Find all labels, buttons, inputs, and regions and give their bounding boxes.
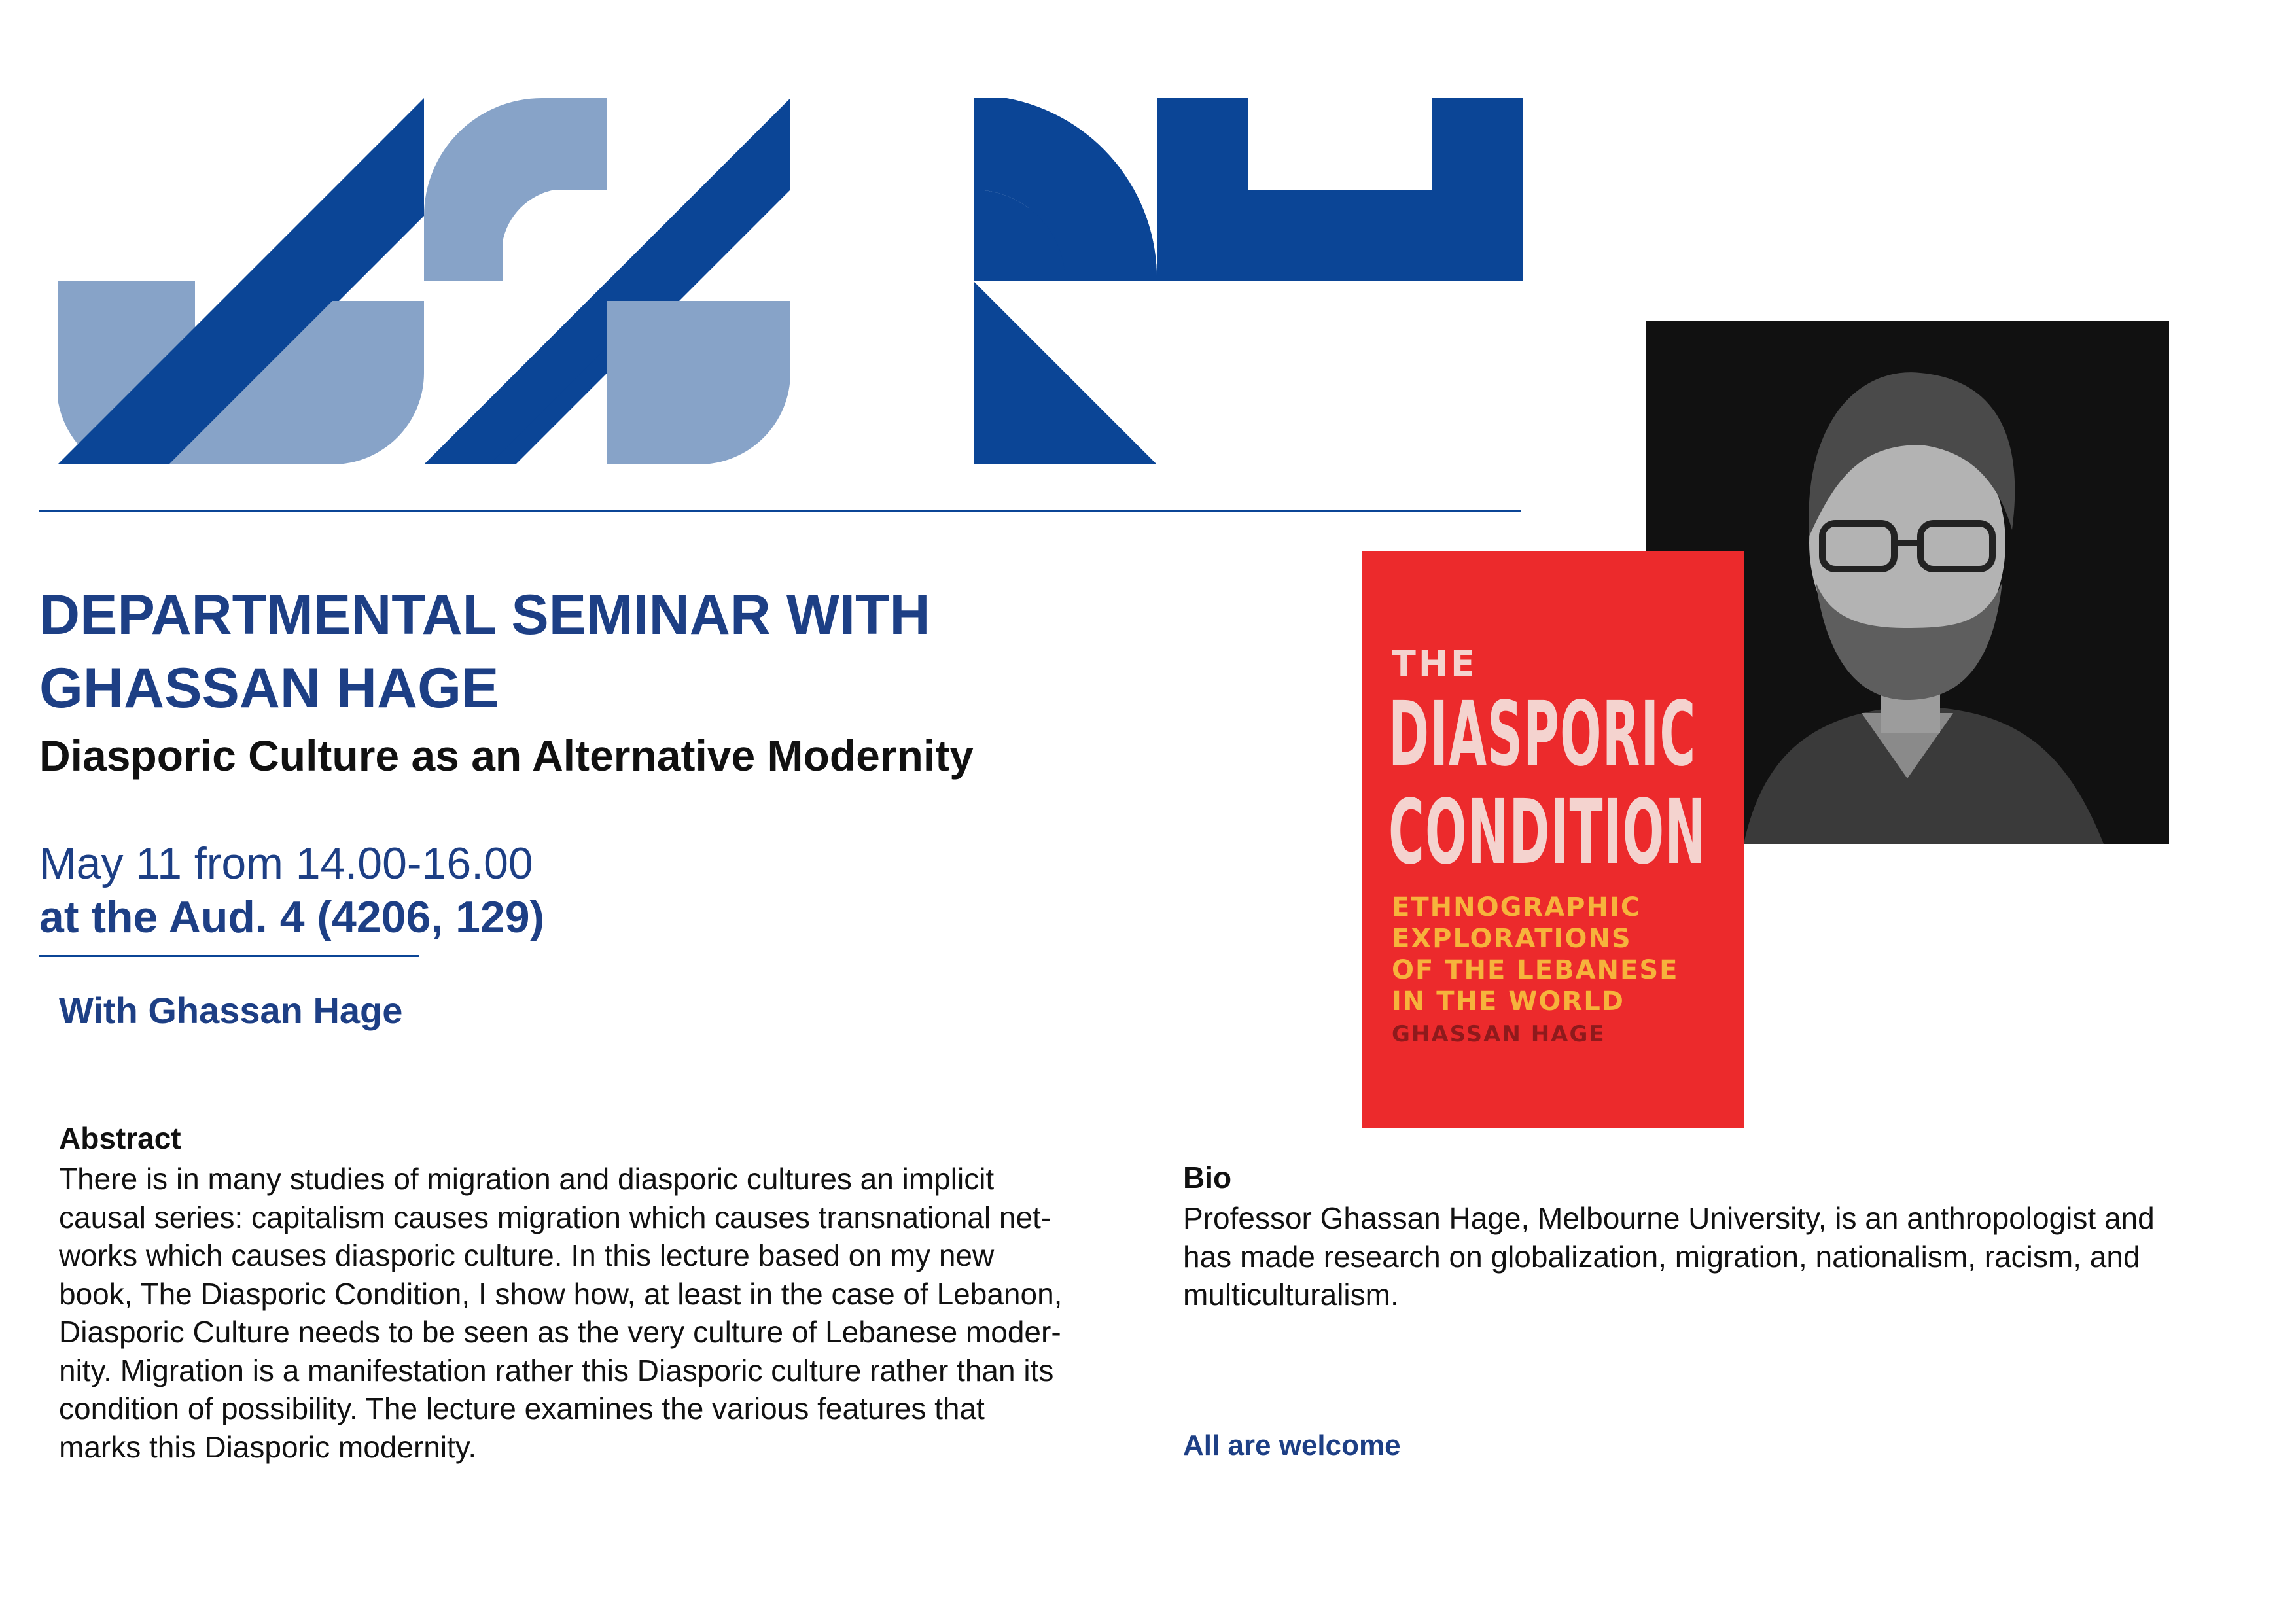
abstract-line: causal series: capitalism causes migration which causes transnational net-: [59, 1200, 1051, 1234]
book-subtitle-line: OF THE LEBANESE: [1392, 955, 1679, 985]
book-title-word-2: CONDITION: [1388, 781, 1706, 884]
book-title-the: THE: [1392, 643, 1477, 684]
book-subtitle-line: EXPLORATIONS: [1392, 924, 1632, 954]
logo-letters-r-h: [974, 98, 1523, 464]
bio-line: has made research on globalization, migration, nationalism, racism, and: [1183, 1239, 2140, 1274]
abstract-line: Diasporic Culture needs to be seen as the very culture of Lebanese moder-: [59, 1315, 1061, 1349]
all-welcome-note: All are welcome: [1183, 1429, 1401, 1461]
seminar-title-line-1: DEPARTMENTAL SEMINAR WITH: [39, 584, 930, 646]
abstract-line: nity. Migration is a manifestation rather this Diasporic culture rather than its: [59, 1353, 1054, 1387]
department-logo: [58, 98, 1523, 464]
abstract-line: condition of possibility. The lecture examines the various features that: [59, 1391, 985, 1425]
bio-text: [1183, 1199, 2263, 1314]
abstract-line: book, The Diasporic Condition, I show how, at least in the case of Lebanon,: [59, 1276, 1063, 1311]
book-title-word-1: DIASPORIC: [1388, 683, 1697, 786]
top-divider: [39, 510, 1521, 512]
abstract-line: marks this Diasporic modernity.: [59, 1429, 477, 1464]
book-author: GHASSAN HAGE: [1392, 1021, 1606, 1047]
abstract-line: There is in many studies of migration and diasporic cultures an implicit: [59, 1162, 995, 1196]
bio-line: Professor Ghassan Hage, Melbourne University, is an anthropologist and: [1183, 1201, 2155, 1235]
logo-letter-s-left: [58, 98, 424, 464]
bio-heading: Bio: [1183, 1161, 1232, 1195]
event-venue: at the Aud. 4 (4206, 129): [39, 892, 545, 942]
abstract-text: [59, 1160, 1158, 1466]
seminar-subtitle: Diasporic Culture as an Alternative Modernity: [39, 731, 974, 780]
logo-letter-s-right: [424, 98, 790, 464]
abstract-line: works which causes diasporic culture. In this lecture based on my new: [59, 1238, 995, 1272]
abstract-heading: Abstract: [59, 1121, 181, 1155]
book-subtitle-line: ETHNOGRAPHIC: [1392, 892, 1642, 922]
event-date: May 11 from 14.00-16.00: [39, 839, 533, 888]
bio-line: multiculturalism.: [1183, 1278, 1399, 1312]
book-subtitle-line: IN THE WORLD: [1392, 986, 1625, 1017]
speaker-line: With Ghassan Hage: [59, 990, 403, 1031]
venue-divider: [39, 955, 419, 957]
seminar-title-line-2: GHASSAN HAGE: [39, 657, 499, 720]
book-cover: [1362, 551, 1744, 1128]
